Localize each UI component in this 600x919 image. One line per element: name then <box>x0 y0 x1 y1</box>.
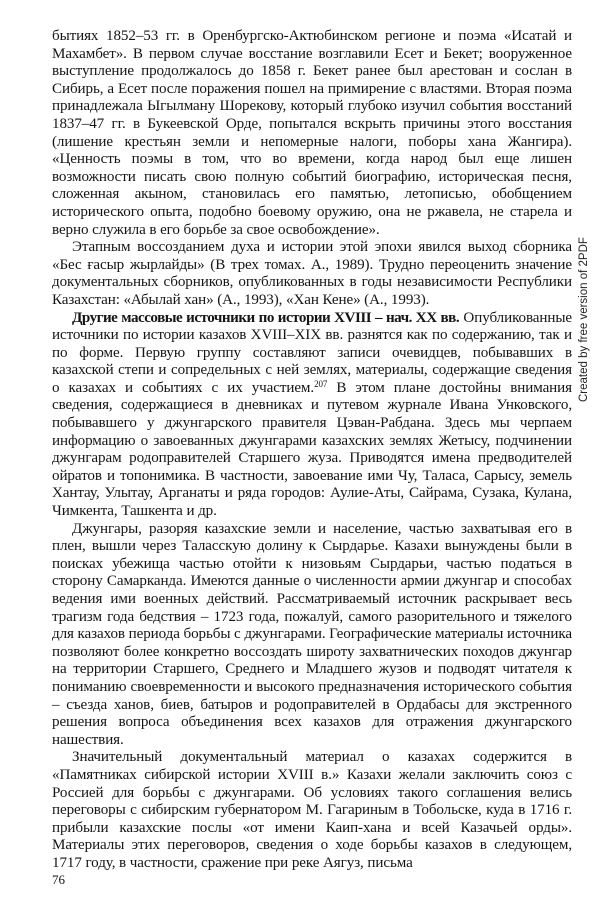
paragraph-5: Значительный документальный материал о казахах содержится в «Памятниках сибирской истории XVIII в.» Казахи желали заключить союз с Россией для борьбы с джунгарами. Об условиях такого соглашения велись переговоры с сибирским губернатором М. Гагариным в Тобольске, куда в 1716 г. прибыли казахские послы «от имени Каип-хана и всей Казачьей орды». Материалы этих переговоров, сведения о ходе борьбы казахов в следующем, 1717 году, в частности, сражение при реке Аягуз, письма <box>52 749 572 871</box>
paragraph-1: бытиях 1852–53 гг. в Оренбургско-Актюбинском регионе и поэма «Исатай и Махамбет». В первом случае восстание возглавили Есет и Бекет; вооруженное выступление продолжалось до 1858 г. Бекет ранее был арестован и сослан в Сибирь, а Есет после поражения пошел на примирение с властями. Вторая поэма принадлежала Ыгылману Шорекову, который глубоко изучил события восстаний 1837–47 гг. в Букеевской Орде, попытался вскрыть причины этого восстания (лишение крестьян земли и непомерные налоги, поборы хана Жангира). «Ценность поэмы в том, что во времени, когда народ был еще лишен возможности писать свою полную событий биографию, историческая песня, сложенная акыном, становилась его памятью, летописью, обобщением исторического опыта, подобно боевому оружию, она не ржавела, не старела и верно служила в его борьбе за свое освобождение». <box>52 28 572 238</box>
paragraph-2: Этапным воссозданием духа и истории этой эпохи явился выход сборника «Бес ғасыр жырлайды» (В трех томах. А., 1989). Трудно переоценить значение документальных сборников, опубликованных в годы независимости Республики Казахстан: «Абылай хан» (А., 1993), «Хан Кене» (А., 1993). <box>52 239 572 308</box>
page-body <box>52 28 572 873</box>
paragraph-3-text-a: Опубликованные источники по истории казахов XVIII–XIX вв. разнятся как по содержанию, так и по форме. Первую группу составляют записи очевидцев, побывавших в казахской степи и сопредельных с ней землях, материалы, содержащие сведения о казахах и событиях с их участием. <box>52 309 573 396</box>
watermark <box>578 232 594 402</box>
paragraph-3 <box>52 310 572 521</box>
page-number: 76 <box>52 872 65 887</box>
paragraph-3-text-b: В этом плане достойны внимания сведения, содержащиеся в дневниках и путевом журнале Ивана Унковского, побывавшего у джунгарского правителя Цэван-Рабдана. Здесь мы черпаем информацию о завоеванных джунгарами казахских землях Жетысу, подчинении джунгарам родоправителей Старшего жуза. Приводятся имена предводителей ойратов и топонимика. В частности, завоевание ими Чу, Таласа, Сарысу, земель Хантау, Улытау, Арганаты и ряда городов: Аулие-Аты, Сайрама, Сузака, Кулана, Чимкента, Ташкента и др. <box>52 379 572 520</box>
paragraph-4: Джунгары, разоряя казахские земли и население, частью захватывая его в плен, вышли через Таласскую долину к Сырдарье. Казахи вынуждены были в поисках убежища частью отойти к низовьям Сырдарьи, частью податься в сторону Самарканда. Имеются данные о численности армии джунгар и способах ведения ими военных действий. Рассматриваемый источник раскрывает весь трагизм года бедствия – 1723 года, пожалуй, самого разорительного и тяжелого для казахов периода борьбы с джунгарами. Географические материалы источника позволяют более конкретно воссоздать широту захватнических походов джунгар на территории Старшего, Среднего и Младшего жузов и подводят читателя к пониманию своевременности и высокого предназначения исторического события – съезда ханов, биев, батыров и родоправителей в Ордабасы для экстренного решения вопроса объединения всех казахов для отражения джунгарского нашествия. <box>52 520 572 748</box>
footnote-reference: 207 <box>314 378 328 389</box>
watermark-text: Created by free version of 2PDF <box>578 237 590 402</box>
section-heading: Другие массовые источники по истории XVIII – нач. XX вв. <box>72 309 460 326</box>
